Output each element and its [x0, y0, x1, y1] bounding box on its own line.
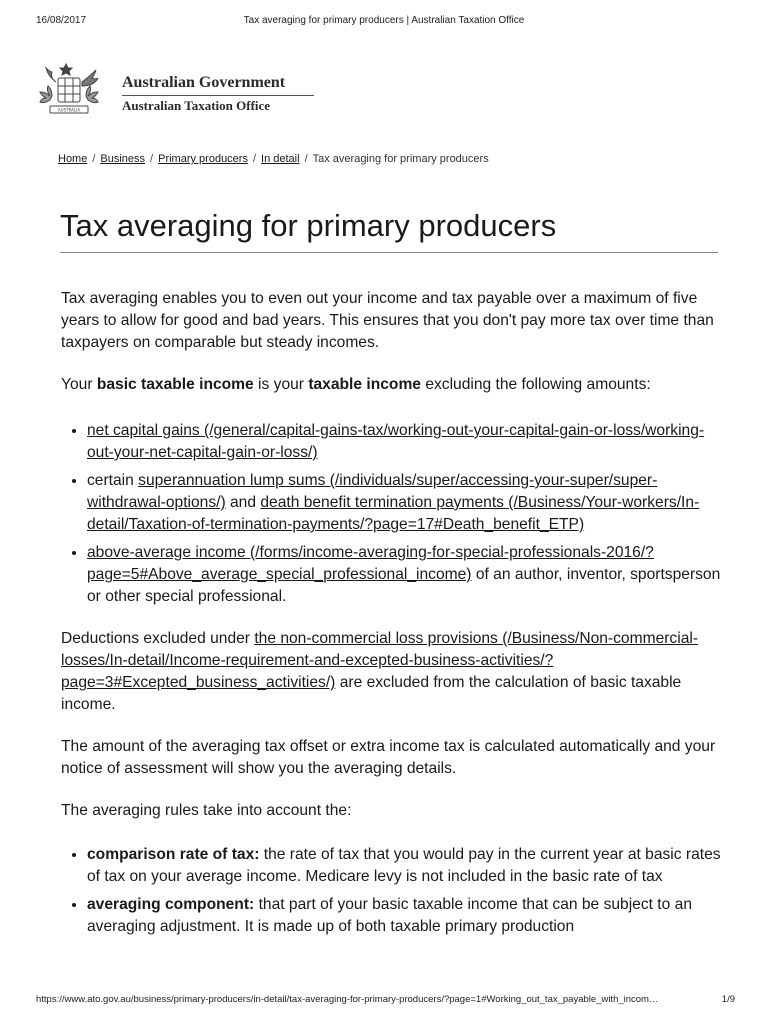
- net-capital-gains-link[interactable]: net capital gains (/general/capital-gains-tax/working-out-your-capital-gain-or-loss/working-out-your-net-capital-gain-or-loss/): [87, 422, 705, 461]
- list-item-text: of an author, inventor, sportsperson or other special professional.: [87, 566, 721, 605]
- death-benefit-payments-link[interactable]: death benefit termination payments (/Business/Your-workers/In-detail/Taxation-of-termination-payments/?page=17#Death_benefit_ETP): [87, 494, 700, 533]
- print-page-number: 1/9: [721, 994, 735, 1005]
- list-item-text: certain: [87, 472, 139, 489]
- logo-line-ato: Australian Taxation Office: [122, 98, 271, 113]
- above-average-income-link[interactable]: above-average income (/forms/income-averaging-for-special-professionals-2016/?page=5#Above_average_special_professional_income): [87, 544, 654, 583]
- title-divider: [60, 252, 718, 253]
- article-body: [61, 288, 721, 958]
- rule-text: that part of your basic taxable income that can be subject to an averaging adjustment. It is made up of both taxable primary production: [87, 896, 692, 935]
- print-header: [0, 15, 768, 31]
- print-footer: [0, 994, 768, 1008]
- rule-term: comparison rate of tax:: [87, 846, 260, 863]
- list-item: [87, 844, 721, 888]
- basic-income-suffix: excluding the following amounts:: [420, 376, 651, 393]
- list-item: [87, 542, 721, 608]
- print-title: Tax averaging for primary producers | Australian Taxation Office: [243, 15, 525, 26]
- page-title: Tax averaging for primary producers: [60, 208, 557, 243]
- coat-of-arms-icon: [36, 60, 118, 122]
- svg-text:AUSTRALIA: AUSTRALIA: [57, 107, 81, 113]
- breadcrumb-separator: /: [92, 153, 96, 165]
- breadcrumb-separator: /: [150, 153, 154, 165]
- logo-line-government: Australian Government: [122, 74, 286, 91]
- exclusions-list: [61, 420, 721, 608]
- breadcrumb-business[interactable]: Business: [100, 153, 146, 165]
- rules-intro-paragraph: The averaging rules take into account the:: [61, 802, 352, 819]
- non-commercial-loss-link[interactable]: the non-commercial loss provisions (/Business/Non-commercial-losses/In-detail/Income-requirement-and-excepted-business-activities/?page=3#Excepted_business_activities/): [61, 630, 699, 691]
- list-item: [87, 420, 721, 464]
- list-item: [87, 894, 721, 938]
- breadcrumb-home[interactable]: Home: [58, 153, 88, 165]
- print-date: 16/08/2017: [36, 15, 87, 26]
- list-item-text: and: [225, 494, 261, 511]
- breadcrumb-primary-producers[interactable]: Primary producers: [158, 153, 248, 165]
- term-taxable-income: taxable income: [308, 376, 421, 393]
- averaging-rules-list: [61, 844, 721, 938]
- term-basic-taxable-income: basic taxable income: [96, 376, 254, 393]
- intro-paragraph: Tax averaging enables you to even out your income and tax payable over a maximum of five years to allow for good and bad years. This ensures that you don't pay more tax over time than taxpayers on comparable but steady incomes.: [61, 290, 714, 351]
- basic-income-middle: is your: [253, 376, 309, 393]
- breadcrumb-separator: /: [304, 153, 308, 165]
- print-url: https://www.ato.gov.au/business/primary-producers/in-detail/tax-averaging-for-primary-producers/?page=1#Working_out_tax_payable_with_incom…: [36, 994, 659, 1005]
- breadcrumb-current: Tax averaging for primary producers: [312, 153, 489, 165]
- breadcrumb: [58, 153, 489, 165]
- breadcrumb-in-detail[interactable]: In detail: [261, 153, 300, 165]
- averaging-amount-paragraph: The amount of the averaging tax offset or extra income tax is calculated automatically and your notice of assessment will show you the averaging details.: [61, 738, 716, 777]
- basic-income-paragraph: [61, 374, 721, 396]
- super-lump-sums-link[interactable]: superannuation lump sums (/individuals/super/accessing-your-super/super-withdrawal-options/): [87, 472, 658, 511]
- deductions-suffix: are excluded from the calculation of basic taxable income.: [61, 674, 682, 713]
- rule-term: averaging component:: [87, 896, 255, 913]
- breadcrumb-separator: /: [252, 153, 257, 165]
- list-item: [87, 470, 721, 536]
- deductions-prefix: Deductions excluded under: [61, 630, 255, 647]
- deductions-paragraph: [61, 628, 721, 716]
- logo-divider: [122, 95, 314, 96]
- ato-logo[interactable]: [36, 60, 296, 122]
- basic-income-prefix: Your: [61, 376, 97, 393]
- rule-text: the rate of tax that you would pay in the current year at basic rates of tax on your average income. Medicare levy is not included in the basic rate of tax: [87, 846, 721, 885]
